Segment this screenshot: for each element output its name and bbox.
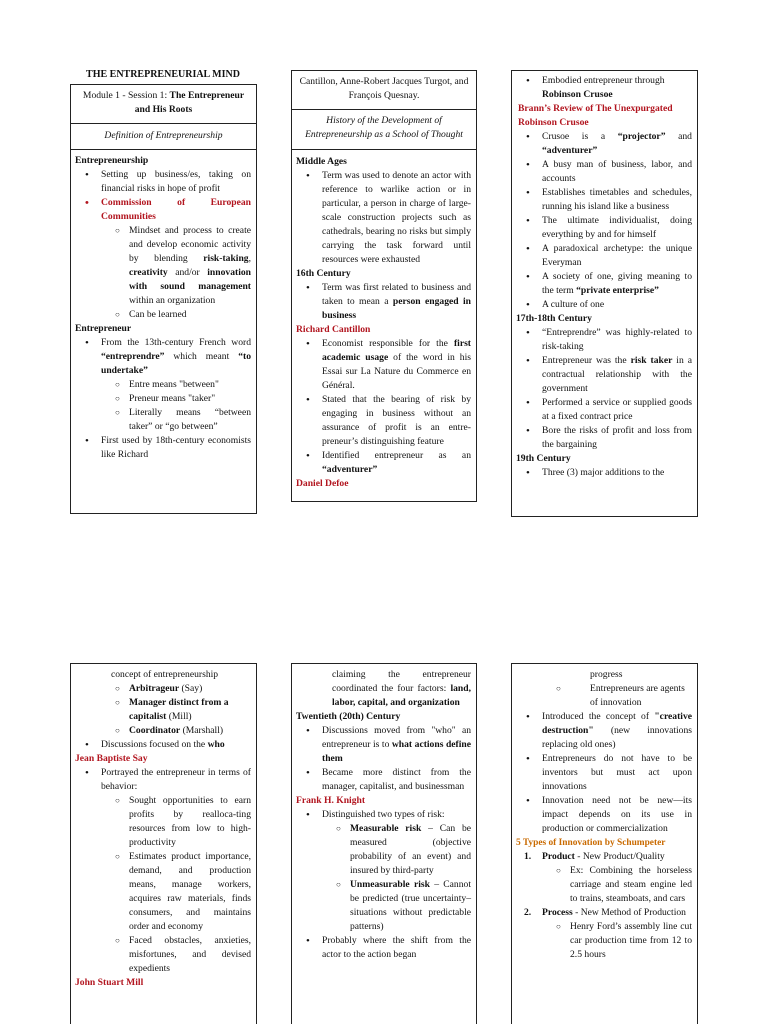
list-item: • Became more distinct from the manager, capitalist, and businessman — [296, 766, 471, 794]
section-heading: Entrepreneur — [75, 323, 132, 334]
page1-column-1 — [70, 84, 257, 514]
list-item: ○ Henry Ford’s assembly line cut car production time from 12 to 2.5 hours — [516, 920, 692, 962]
list-item: • Term was used to denote an actor with reference to warlike action or in particular, a person in charge of large-scale construction projects such as cathedrals, bearing no risks but simply carrying the task forward until resources were exhausted — [296, 169, 471, 267]
list-item: ○ Preneur means "taker" — [75, 392, 251, 406]
list-item: • Economist responsible for the first academic usage of the word in his Essai sur La Nature du Commerce en Général. — [296, 337, 471, 393]
list-item: • Discussions moved from "who" an entrepreneur is to what actions define them — [296, 724, 471, 766]
section-heading: 16th Century — [296, 268, 351, 279]
page1-column-3 — [511, 70, 698, 517]
module-label: Module 1 - Session 1: — [82, 90, 170, 101]
section-heading: Middle Ages — [296, 156, 347, 167]
continued-text: claiming the entrepreneur coordinated the four factors: land, labor, capital, and organization — [332, 669, 471, 708]
section-heading: John Stuart Mill — [75, 977, 144, 988]
list-item: • Introduced the concept of "creative destruction" (new innovations replacing old ones) — [516, 710, 692, 752]
continued-text: Cantillon, Anne-Robert Jacques Turgot, and François Quesnay. — [292, 71, 476, 110]
list-item: ○ Measurable risk – Can be measured (objective probability of an event) and insured by third-party — [296, 822, 471, 878]
module-header — [71, 85, 256, 124]
list-item: ○ Unmeasurable risk – Cannot be predicted (true uncertainty–situations without predictable patterns) — [296, 878, 471, 934]
definition-header: Definition of Entrepreneurship — [71, 124, 256, 150]
list-item: ○ Can be learned — [75, 308, 251, 322]
list-item: • Crusoe is a “projector” and “adventurer” — [516, 130, 692, 158]
module-title: The Entrepreneur and His Roots — [134, 90, 245, 115]
list-item: • Discussions focused on the who — [75, 738, 251, 752]
list-item: ○ Coordinator (Marshall) — [75, 724, 251, 738]
list-item: • A culture of one — [516, 298, 692, 312]
list-item: ○ Manager distinct from a capitalist (Mill) — [75, 696, 251, 724]
page2-column-2 — [291, 663, 477, 1024]
list-item: 2. Process - New Method of Production — [524, 907, 686, 918]
list-item: • The ultimate individualist, doing everything by and for himself — [516, 214, 692, 242]
list-item: • Identified entrepreneur as an “adventurer” — [296, 449, 471, 477]
section-heading: 19th Century — [516, 453, 571, 464]
list-item: 1. Product - New Product/Quality — [524, 851, 665, 862]
list-item: • Establishes timetables and schedules, running his island like a business — [516, 186, 692, 214]
list-item: • Distinguished two types of risk: — [296, 808, 471, 822]
list-item: • Three (3) major additions to the — [516, 466, 692, 480]
document-title: THE ENTREPRENEURIAL MIND — [86, 69, 240, 80]
list-item: ○ Ex: Combining the horseless carriage and steam engine led to trains, steamboats, and cars — [516, 864, 692, 906]
list-item: • Entrepreneur was the risk taker in a contractual relationship with the government — [516, 354, 692, 396]
list-item: • A paradoxical archetype: the unique Everyman — [516, 242, 692, 270]
list-item: • Stated that the bearing of risk by engaging in business without an assurance of profit is an entre-preneur’s distinguishing feature — [296, 393, 471, 449]
list-item: • First used by 18th-century economists like Richard — [75, 434, 251, 462]
list-item: ○ Estimates product importance, demand, and production means, manage workers, acquires raw materials, finds consumers, and maintains order and economy — [75, 850, 251, 934]
section-heading: Daniel Defoe — [296, 478, 349, 489]
list-item: • From the 13th-century French word “entreprendre” which meant “to undertake” — [75, 336, 251, 378]
list-item: • Entrepreneurs do not have to be inventors but must act upon innovations — [516, 752, 692, 794]
list-item: ○ Arbitrageur (Say) — [75, 682, 251, 696]
page2-column-1 — [70, 663, 257, 1024]
section-heading: Brann’s Review of The Unexpurgated Robinson Crusoe — [518, 103, 673, 128]
section-heading: Richard Cantillon — [296, 324, 371, 335]
list-item: • Performed a service or supplied goods at a fixed contract price — [516, 396, 692, 424]
section-heading: 17th-18th Century — [516, 313, 592, 324]
list-item: ○ Faced obstacles, anxieties, misfortunes, and devised expedients — [75, 934, 251, 976]
continued-text: progress — [590, 669, 623, 680]
list-item: ○ Entrepreneurs are agents of innovation — [516, 682, 692, 710]
page1-column-2 — [291, 70, 477, 502]
page2-column-3 — [511, 663, 698, 1024]
list-item: • A society of one, giving meaning to the term “private enterprise” — [516, 270, 692, 298]
section-heading: Entrepreneurship — [75, 155, 149, 166]
list-item: • Probably where the shift from the actor to the action began — [296, 934, 471, 962]
list-item: • Term was first related to business and taken to mean a person engaged in business — [296, 281, 471, 323]
list-item: • Portrayed the entrepreneur in terms of behavior: — [75, 766, 251, 794]
list-item: • A busy man of business, labor, and accounts — [516, 158, 692, 186]
list-item: • Bore the risks of profit and loss from the bargaining — [516, 424, 692, 452]
list-item: • Innovation need not be new—its impact depends on its use in production or commercialization — [516, 794, 692, 836]
history-header: History of the Development of Entrepreneurship as a School of Thought — [292, 110, 476, 150]
list-item: ○ Sought opportunities to earn profits by realloca-ting resources from low to high-productivity — [75, 794, 251, 850]
continued-text: concept of entrepreneurship — [111, 669, 219, 680]
section-heading: Jean Baptiste Say — [75, 753, 148, 764]
section-heading: 5 Types of Innovation by Schumpeter — [516, 838, 666, 848]
list-item: ○ Entre means "between" — [75, 378, 251, 392]
section-heading: Frank H. Knight — [296, 795, 366, 806]
list-item: • Commission of European Communities — [75, 196, 251, 224]
list-item: • Embodied entrepreneur through Robinson Crusoe — [516, 74, 692, 102]
list-item: • Setting up business/es, taking on financial risks in hope of profit — [75, 168, 251, 196]
list-item: ○ Mindset and process to create and develop economic activity by blending risk-taking, creativity and/or innovation with sound management within an organization — [75, 224, 251, 308]
list-item: • “Entreprendre” was highly-related to risk-taking — [516, 326, 692, 354]
section-heading: Twentieth (20th) Century — [296, 711, 401, 722]
list-item: ○ Literally means “between taker” or “go between” — [75, 406, 251, 434]
